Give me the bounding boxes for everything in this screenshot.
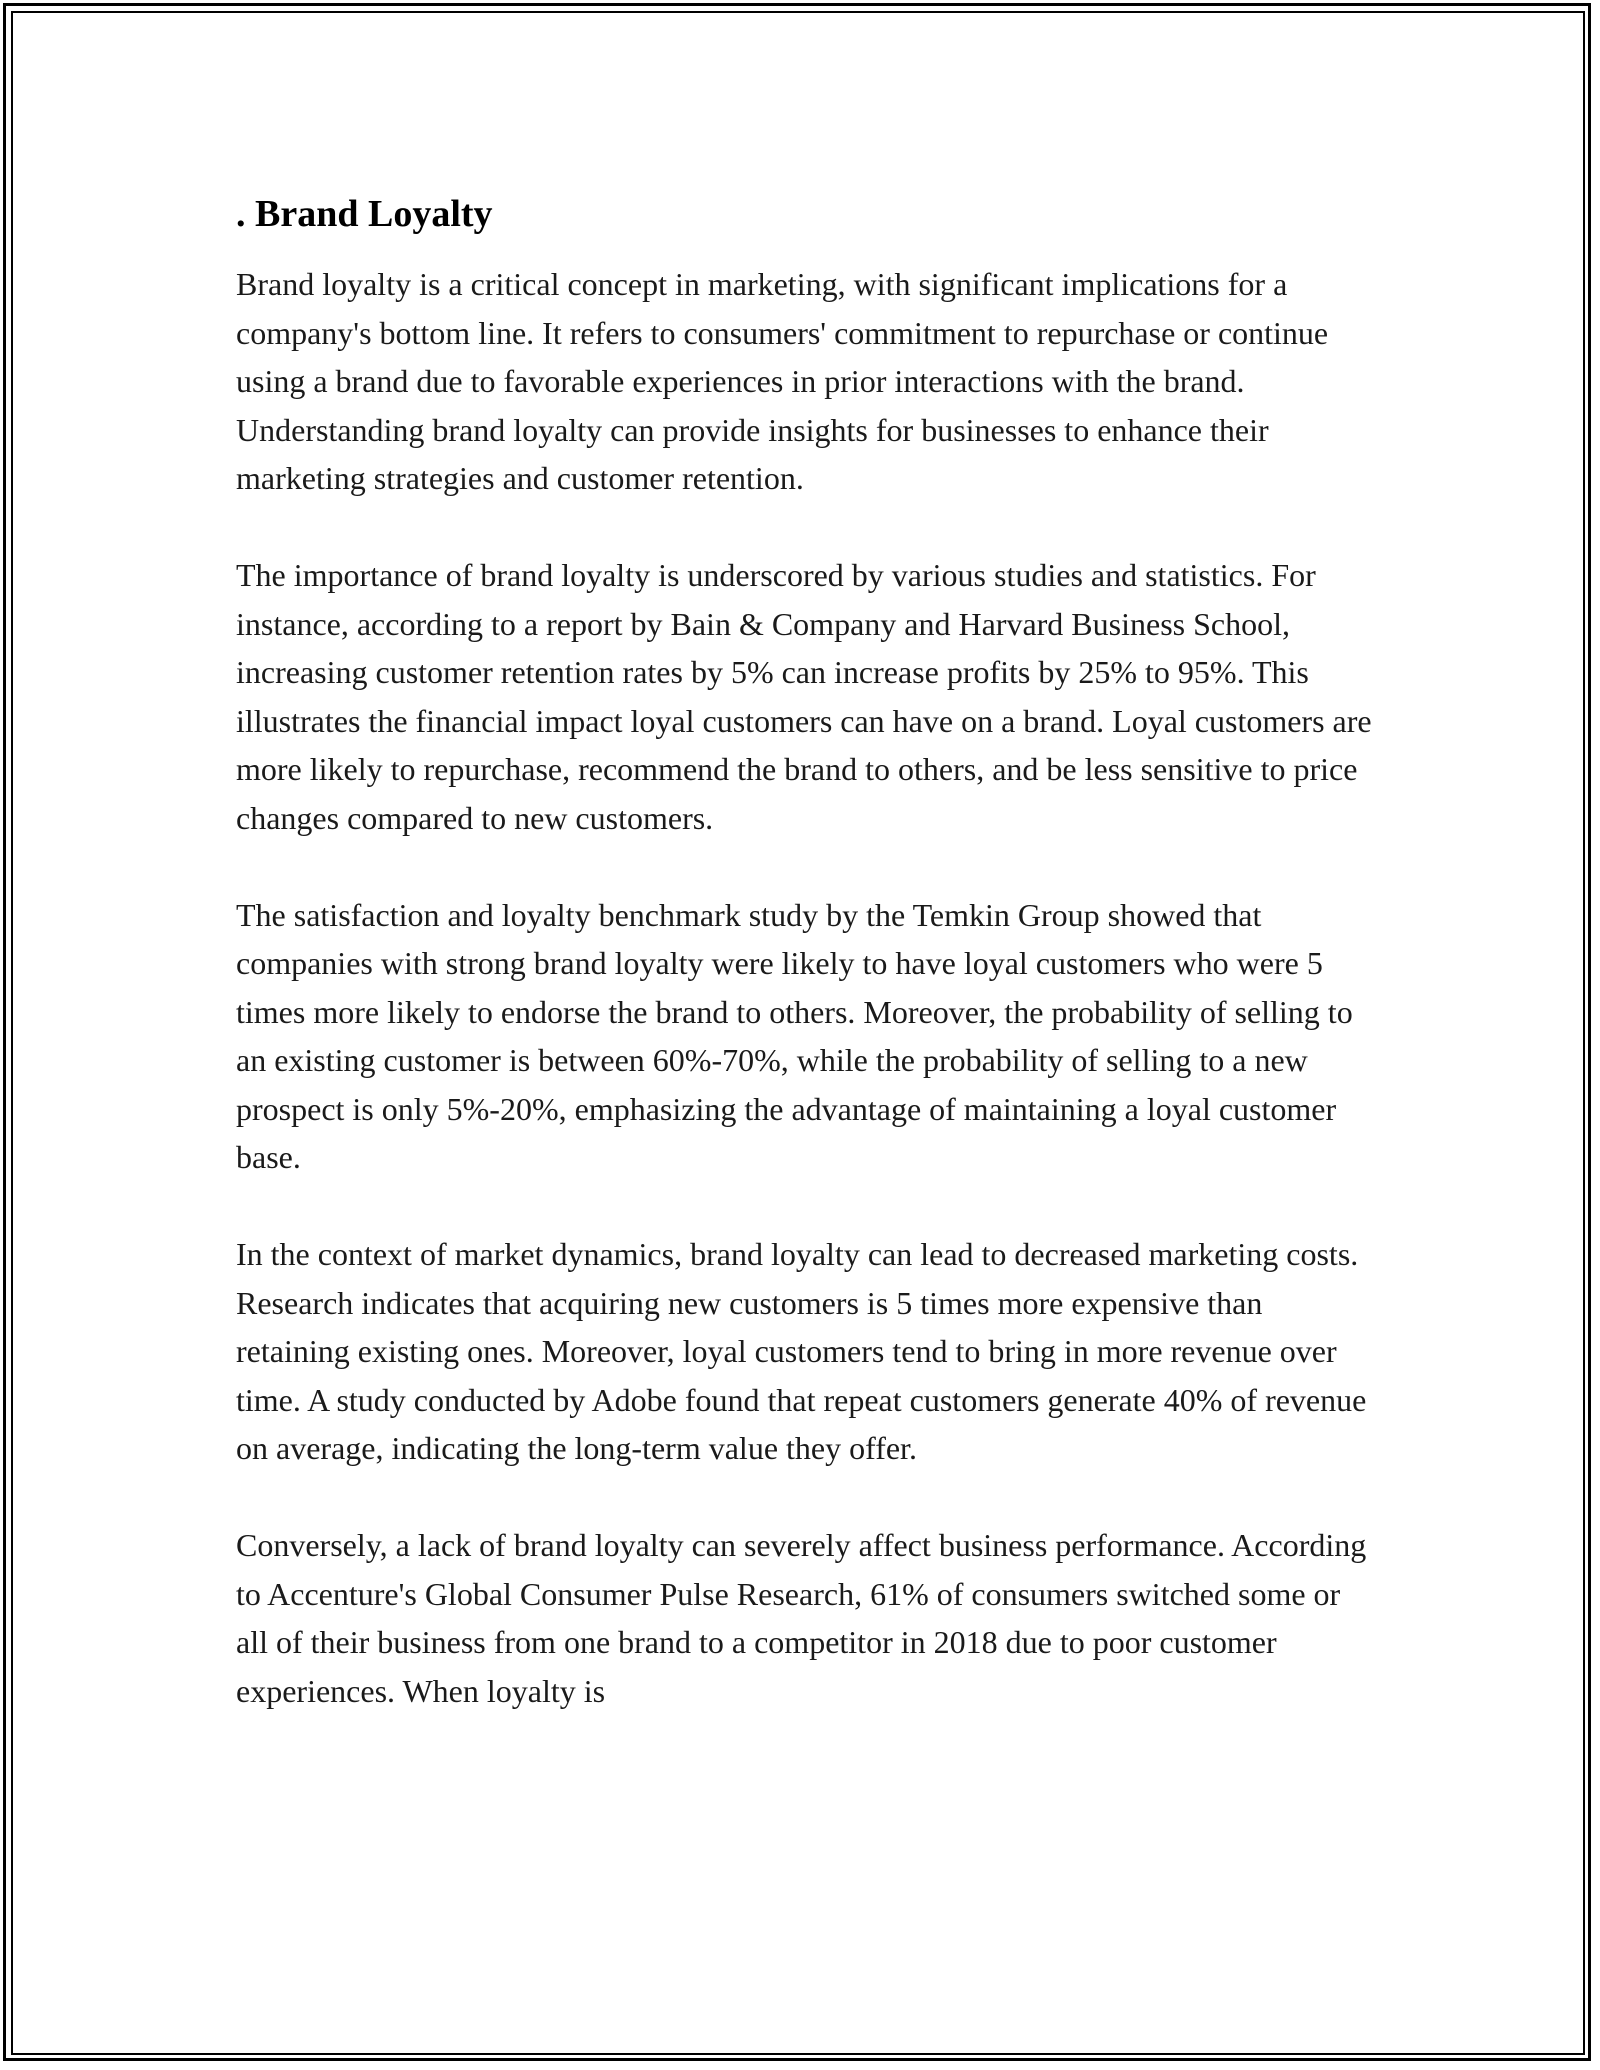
paragraph-benchmark: The satisfaction and loyalty benchmark study by the Temkin Group showed that companies with strong brand loyalty were likely to have loyal customers who were 5 times more likely to endorse the brand to others. Moreover, the probability of selling to an existing customer is between 60%-70%, while the probability of selling to a new prospect is only 5%-20%, emphasizing the advantage of maintaining a loyal customer base. — [236, 896, 1353, 1175]
document-body — [236, 188, 1376, 1764]
section-title: . Brand Loyalty — [236, 193, 493, 235]
paragraph-importance: The importance of brand loyalty is underscored by various studies and statistics. For instance, according to a report by Bain & Company and Harvard Business School, increasing customer retention rates by 5% can increase profits by 25% to 95%. This illustrates the financial impact loyal customers can have on a brand. Loyal customers are more likely to repurchase, recommend the brand to others, and be less sensitive to price changes compared to new customers. — [236, 557, 1372, 836]
paragraph-definition: Brand loyalty is a critical concept in marketing, with significant implications for a company's bottom line. It refers to consumers' commitment to repurchase or continue using a brand due to favorable experiences in prior interactions with the brand. Understanding brand loyalty can provide insights for businesses to enhance their marketing strategies and customer retention. — [236, 266, 1329, 496]
paragraph-market-dynamics: In the context of market dynamics, brand loyalty can lead to decreased marketing costs. Research indicates that acquiring new customers is 5 times more expensive than retaining existing ones. Moreover, loyal customers tend to bring in more revenue over time. A study conducted by Adobe found that repeat customers generate 40% of revenue on average, indicating the long-term value they offer. — [236, 1236, 1367, 1466]
paragraph-lack-of-loyalty: Conversely, a lack of brand loyalty can severely affect business performance. According to Accenture's Global Consumer Pulse Research, 61% of consumers switched some or all of their business from one brand to a competitor in 2018 due to poor customer experiences. When loyalty is — [236, 1527, 1367, 1709]
